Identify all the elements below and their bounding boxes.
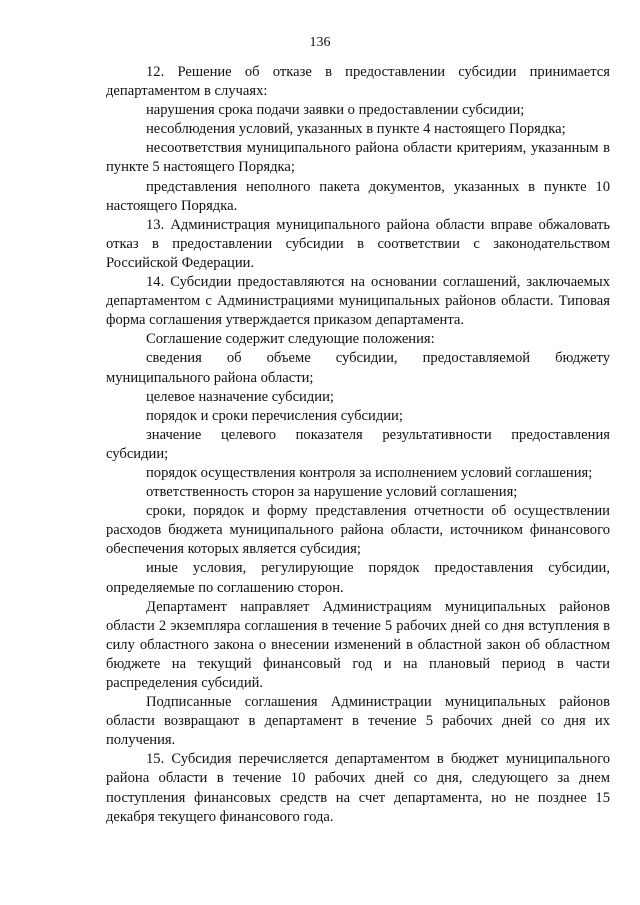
department-sends-paragraph: Департамент направляет Администрациям муниципальных районов области 2 экземпляра соглашения в течение 5 рабочих дней со дня вступления в силу областного закона о внесении изменений в областной закон об областном бюджете на текущий финансовый год и на плановый период в части распределения субсидий.: [106, 598, 610, 691]
signed-agreements-paragraph: Подписанные соглашения Администрации муниципальных районов области возвращают в департамент в течение 5 рабочих дней со дня их получения.: [106, 694, 610, 749]
list-item: несоблюдения условий, указанных в пункте 4 настоящего Порядка;: [146, 121, 566, 138]
paragraph-12-intro: 12. Решение об отказе в предоставлении субсидии принимается департаментом в случаях:: [106, 64, 610, 100]
list-item: порядок и сроки перечисления субсидии;: [146, 407, 403, 424]
agreement-intro: Соглашение содержит следующие положения:: [146, 331, 435, 348]
list-item: представления неполного пакета документов, указанных в пункте 10 настоящего Порядка.: [106, 178, 610, 214]
list-item: ответственность сторон за нарушение условий соглашения;: [146, 484, 518, 501]
paragraph-13: 13. Администрация муниципального района области вправе обжаловать отказ в предоставлении субсидии в соответствии с законодательством Российской Федерации.: [106, 216, 610, 271]
list-item: иные условия, регулирующие порядок предоставления субсидии, определяемые по соглашению сторон.: [106, 560, 610, 596]
list-item: целевое назначение субсидии;: [146, 388, 334, 405]
page-number: 136: [309, 35, 331, 50]
document-body: [106, 63, 610, 827]
list-item: несоответствия муниципального района области критериям, указанным в пункте 5 настоящего Порядка;: [106, 140, 610, 176]
paragraph-14: 14. Субсидии предоставляются на основании соглашений, заключаемых департаментом с Администрациями муниципальных районов области. Типовая форма соглашения утверждается приказом департамента.: [106, 274, 610, 329]
list-item: сроки, порядок и форму представления отчетности об осуществлении расходов бюджета муниципального района области, источником финансового обеспечения которых является субсидия;: [106, 503, 610, 558]
list-item: сведения об объеме субсидии, предоставляемой бюджету муниципального района области;: [106, 350, 610, 386]
paragraph-15: 15. Субсидия перечисляется департаментом в бюджет муниципального района области в течение 10 рабочих дней со дня, следующего за днем поступления финансовых средств на счет департамента, но не позднее 15 декабря текущего финансового года.: [106, 751, 610, 825]
list-item: порядок осуществления контроля за исполнением условий соглашения;: [146, 464, 593, 481]
list-item: значение целевого показателя результативности предоставления субсидии;: [106, 426, 610, 462]
list-item: нарушения срока подачи заявки о предоставлении субсидии;: [146, 102, 525, 119]
